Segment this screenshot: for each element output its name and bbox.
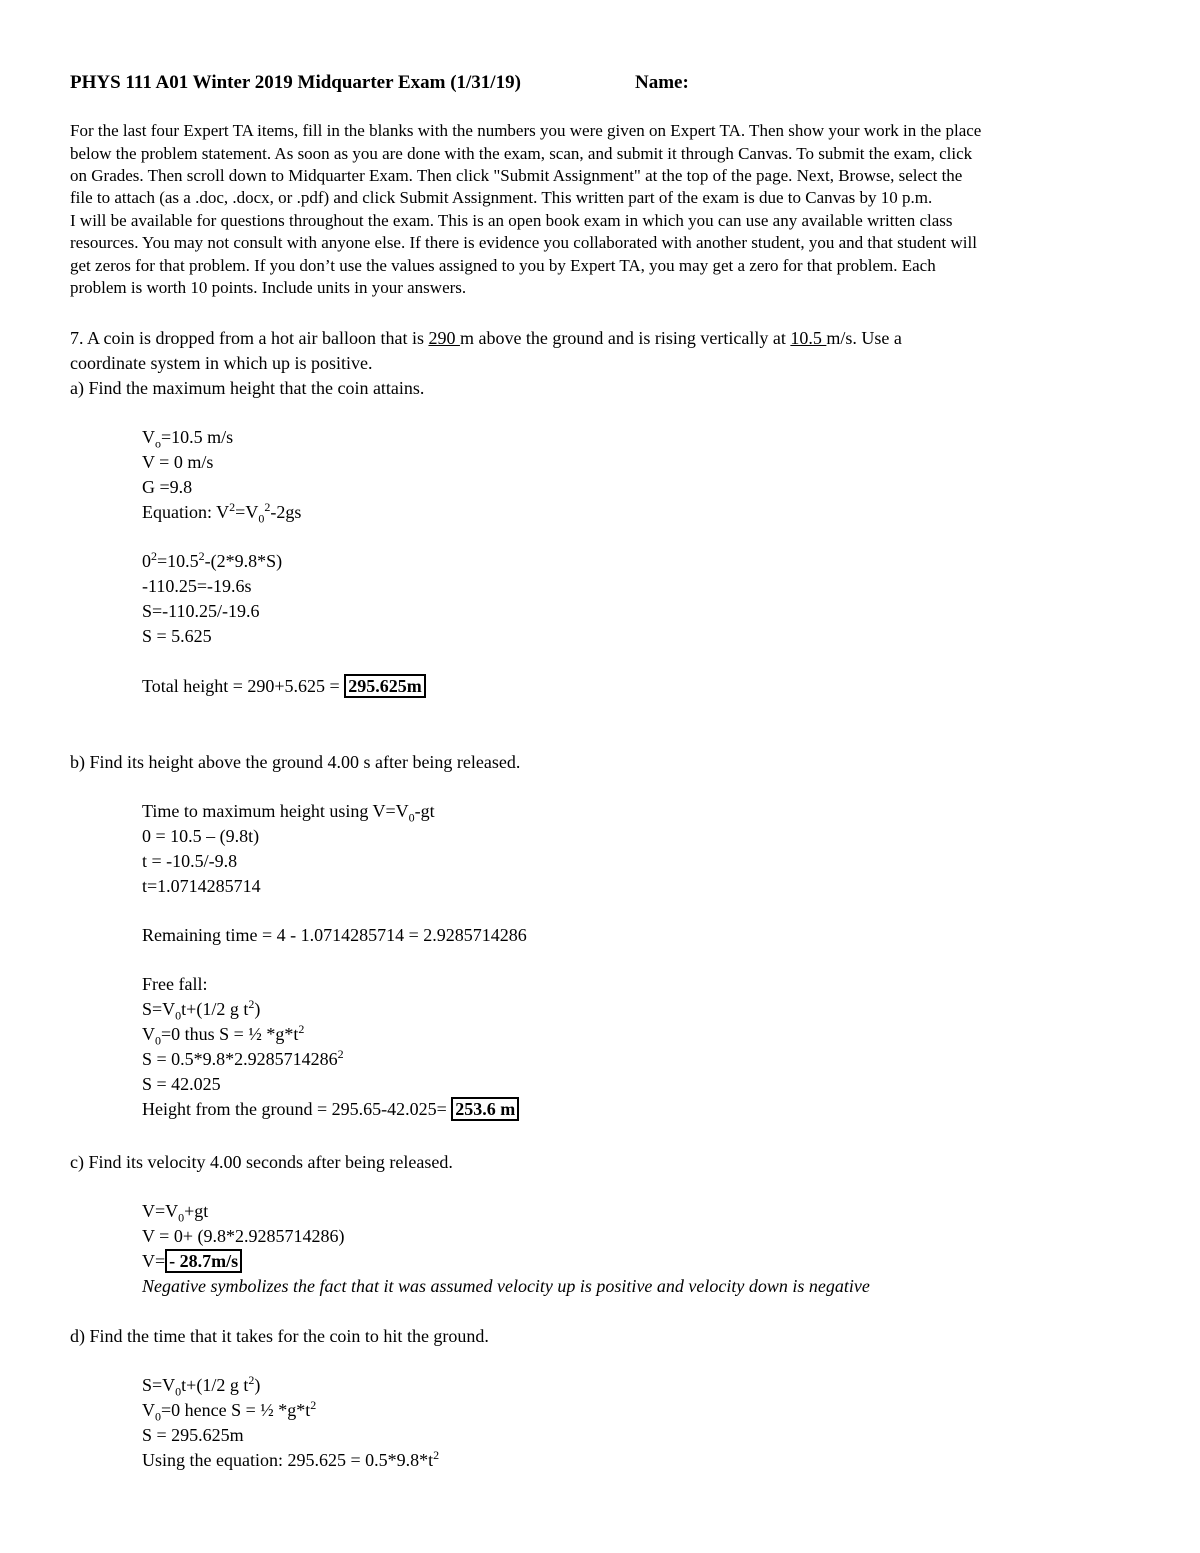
problem-text: 7. A coin is dropped from a hot air balloon that is xyxy=(70,328,429,348)
instruction-line: I will be available for questions throughout the exam. This is an open book exam in which you can use any available written class xyxy=(70,210,953,230)
work-line: t=1.0714285714 xyxy=(142,876,261,896)
work-line: $V_0=0$ thus S = ½ $*g*t^2$ xyxy=(142,1022,305,1048)
part-b-question: b) Find its height above the ground 4.00 s after being released. xyxy=(70,752,521,772)
work-line: Total height = 290+5.625 = 295.625m xyxy=(142,674,426,698)
name-label: Name: xyxy=(635,72,689,93)
work-line: $S = 0.5*9.8*2.9285714286^2$ xyxy=(142,1047,344,1069)
instruction-line: on Grades. Then scroll down to Midquarter Exam. Then click "Submit Assignment" at the top of the page. Next, Browse, select the xyxy=(70,165,963,185)
height-value: 290 xyxy=(428,328,460,348)
work-line: V = 0+ (9.8*2.9285714286) xyxy=(142,1226,345,1246)
work-line: $S=V_0t+(1/2$ g $t^2$) xyxy=(142,997,261,1023)
exam-title: PHYS 111 A01 Winter 2019 Midquarter Exam (1/31/19) xyxy=(70,72,521,93)
instruction-line: resources. You may not consult with anyone else. If there is evidence you collaborated with another student, you and that student will xyxy=(70,233,977,252)
work-line: S = 5.625 xyxy=(142,626,212,646)
work-line: Height from the ground = 295.65-42.025= 253.6 m xyxy=(142,1097,519,1121)
answer-box: 295.625m xyxy=(344,674,426,698)
work-line: V= - 28.7m/s xyxy=(142,1249,242,1273)
work-line: $V=V_0+gt$ xyxy=(142,1201,209,1225)
work-line: S=-110.25/-19.6 xyxy=(142,601,260,621)
work-line: -110.25=-19.6s xyxy=(142,576,252,596)
problem-statement-line2: coordinate system in which up is positive. xyxy=(70,353,373,373)
work-line: $V_0=0$ hence S = ½ $*g*t^2$ xyxy=(142,1398,317,1424)
instruction-line: For the last four Expert TA items, fill in the blanks with the numbers you were given on Expert TA. Then show your work in the place xyxy=(70,121,982,140)
work-line: Time to maximum height using $V=V_0-gt$ xyxy=(142,801,435,825)
instruction-line: problem is worth 10 points. Include units in your answers. xyxy=(70,278,467,297)
work-line: V = 0 m/s xyxy=(142,452,214,472)
work-line: Free fall: xyxy=(142,974,208,994)
part-d-question: d) Find the time that it takes for the coin to hit the ground. xyxy=(70,1326,489,1346)
work-line: $V_o=10.5$ m/s xyxy=(142,427,234,451)
problem-statement xyxy=(70,326,902,350)
instruction-line: below the problem statement. As soon as you are done with the exam, scan, and submit it through Canvas. To submit the exam, click xyxy=(70,143,973,163)
work-line: Equation: $V^2=V_0^2-2gs$ xyxy=(142,500,302,526)
answer-box: - 28.7m/s xyxy=(165,1249,242,1273)
part-a-question: a) Find the maximum height that the coin attains. xyxy=(70,378,425,398)
instruction-line: get zeros for that problem. If you don’t use the values assigned to you by Expert TA, you may get a zero for that problem. Each xyxy=(70,255,936,275)
work-line: S = 295.625m xyxy=(142,1425,244,1445)
speed-value: 10.5 xyxy=(790,328,827,348)
part-c-question: c) Find its velocity 4.00 seconds after being released. xyxy=(70,1152,453,1172)
work-line: S = 42.025 xyxy=(142,1074,221,1094)
work-line: G =9.8 xyxy=(142,477,193,497)
problem-text: m/s. Use a xyxy=(826,328,902,348)
sign-note: Negative symbolizes the fact that it was assumed velocity up is positive and velocity down is negative xyxy=(142,1276,870,1296)
work-line: $0^2=10.5^2-(2*9.8*S)$ xyxy=(142,549,283,571)
problem-text: m above the ground and is rising vertically at xyxy=(459,328,791,348)
instruction-line: file to attach (as a .doc, .docx, or .pdf) and click Submit Assignment. This written part of the exam is due to Canvas by 10 p.m. xyxy=(70,188,933,207)
work-line: Remaining time = 4 - 1.0714285714 = 2.9285714286 xyxy=(142,925,527,945)
work-line: t = -10.5/-9.8 xyxy=(142,851,238,871)
work-line: Using the equation: $295.625 = 0.5*9.8*t^2$ xyxy=(142,1448,440,1470)
work-line: 0 = 10.5 – (9.8t) xyxy=(142,826,260,846)
answer-box: 253.6 m xyxy=(451,1097,519,1121)
work-line: $S=V_0t+(1/2$ g $t^2$) xyxy=(142,1373,261,1399)
